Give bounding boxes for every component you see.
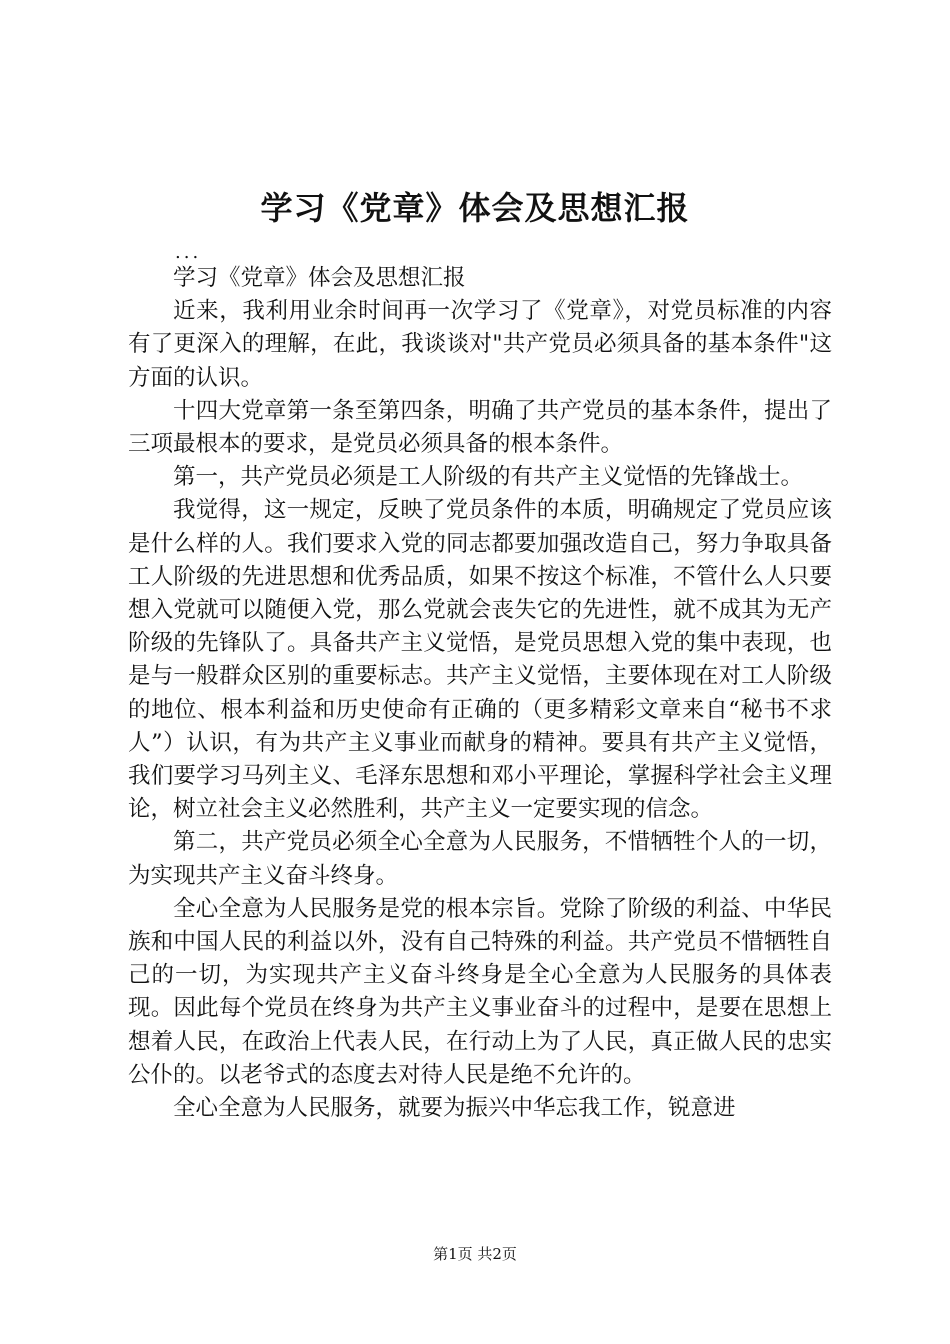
- paragraph-subtitle: 学习《党章》体会及思想汇报: [173, 265, 466, 291]
- paragraph: 十四大党章第一条至第四条，明确了共产党员的基本条件，提出了三项最根本的要求，是党员必须具备的根本条件。: [128, 397, 832, 458]
- page-footer: 第1页 共2页: [433, 1245, 517, 1263]
- paragraph: 全心全意为人民服务，就要为振兴中华忘我工作，锐意进: [173, 1095, 736, 1122]
- paragraph: 第一，共产党员必须是工人阶级的有共产主义觉悟的先锋战士。: [173, 464, 804, 491]
- paragraph: 近来，我利用业余时间再一次学习了《党章》，对党员标准的内容有了更深入的理解，在此，我谈谈对"共产党员必须具备的基本条件"这方面的认识。: [128, 298, 832, 391]
- document-body: [128, 262, 832, 1125]
- paragraph: 我觉得，这一规定，反映了党员条件的本质，明确规定了党员应该是什么样的人。我们要求入党的同志都要加强改造自己，努力争取具备工人阶级的先进思想和优秀品质，如果不按这个标准，不管什么人只要想入党就可以随便入党，那么党就会丧失它的先进性，就不成其为无产阶级的先锋队了。具备共产主义觉悟，是党员思想入党的集中表现，也是与一般群众区别的重要标志。共产主义觉悟，主要体现在对工人阶级的地位、根本利益和历史使命有正确的（更多精彩文章来自“秘书不求人”）认识，有为共产主义事业而献身的精神。要具有共产主义觉悟，我们要学习马列主义、毛泽东思想和邓小平理论，掌握科学社会主义理论，树立社会主义必然胜利，共产主义一定要实现的信念。: [128, 497, 832, 823]
- paragraph: 全心全意为人民服务是党的根本宗旨。党除了阶级的利益、中华民族和中国人民的利益以外，没有自己特殊的利益。共产党员不惜牺牲自己的一切，为实现共产主义奋斗终身是全心全意为人民服务的具体表现。因此每个党员在终身为共产主义事业奋斗的过程中，是要在思想上想着人民，在政治上代表人民，在行动上为了人民，真正做人民的忠实公仆的。以老爷式的态度去对待人民是绝不允许的。: [128, 895, 832, 1088]
- paragraph: 第二，共产党员必须全心全意为人民服务，不惜牺牲个人的一切，为实现共产主义奋斗终身。: [128, 829, 832, 889]
- ellipsis-marker: ...: [175, 242, 202, 263]
- document-title: 学习《党章》体会及思想汇报: [260, 189, 690, 227]
